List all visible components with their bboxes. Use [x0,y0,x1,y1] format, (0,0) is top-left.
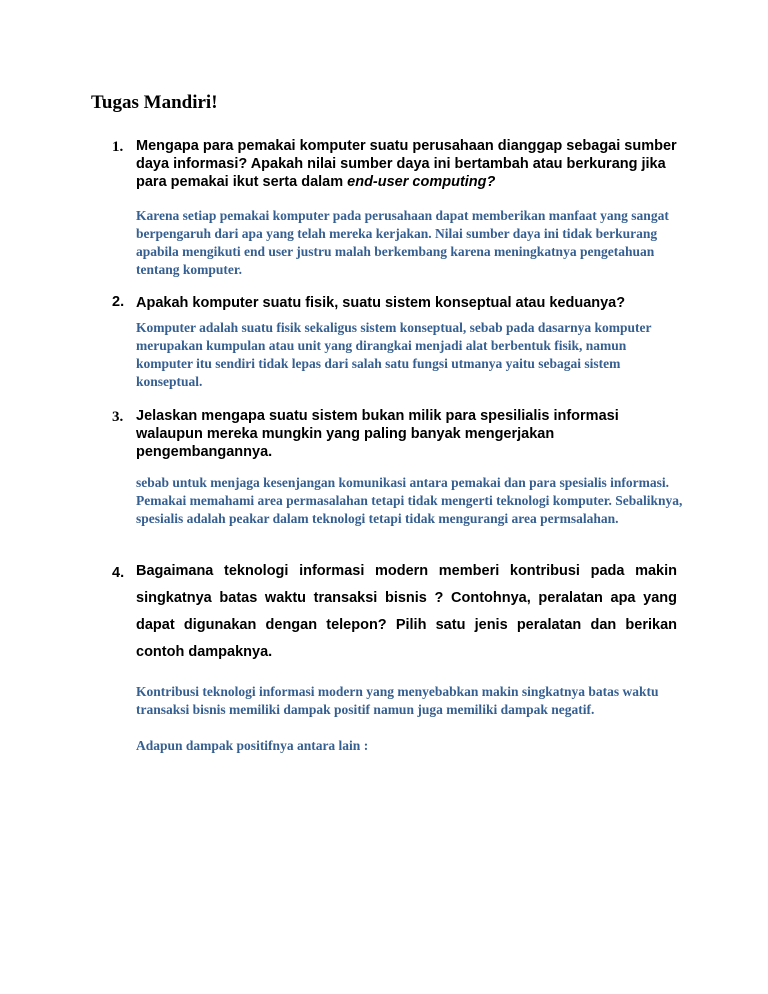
page-title: Tugas Mandiri! [91,92,218,113]
answer-4: Kontribusi teknologi informasi modern yang menyebabkan makin singkatnya batas waktu transaksi bisnis memiliki dampak positif namun juga memiliki dampak negatif. [136,684,659,717]
item-number: 3. [112,409,124,425]
answer-3: sebab untuk menjaga kesenjangan komunikasi antara pemakai dan para spesialis informasi. Pemakai memahami area permasalahan tetapi tidak mengerti teknologi komputer. Sebaliknya, spesialis adalah peakar dalam teknologi tetapi tidak mengurangi area permsalahan. [136,475,683,526]
answer-1: Karena setiap pemakai komputer pada perusahaan dapat memberikan manfaat yang sangat berpengaruh dari apa yang telah mereka kerjakan. Nilai sumber daya ini tidak berkurang apabila mengikuti end user justru malah berkembang karena meningkatnya pengetahuan tentang komputer. [136,208,669,277]
question-2: Apakah komputer suatu fisik, suatu sistem konseptual atau keduanya? [136,295,626,311]
question-text: Mengapa para pemakai komputer suatu perusahaan dianggap sebagai sumber daya informasi? Apakah nilai sumber daya ini bertambah atau berkurang jika para pemakai ikut serta dalam [136,138,677,190]
answer-4-extra: Adapun dampak positifnya antara lain : [136,738,369,753]
question-italic-text: end-user computing? [347,174,496,190]
question-4: Bagaimana teknologi informasi modern memberi kontribusi pada makin singkatnya batas waktu transaksi bisnis ? Contohnya, peralatan apa yang dapat digunakan dengan telepon? Pilih satu jenis peralatan dan berikan contoh dampaknya. [136,563,677,660]
item-number: 1. [112,139,124,155]
answer-2: Komputer adalah suatu fisik sekaligus sistem konseptual, sebab pada dasarnya komputer merupakan kumpulan atau unit yang dirangkai menjadi alat berbentuk fisik, namun komputer itu sendiri tidak lepas dari salah satu fungsi utmanya yaitu sebagai sistem konseptual. [136,320,652,389]
question-1 [136,137,681,191]
question-3: Jelaskan mengapa suatu sistem bukan milik para spesilialis informasi walaupun mereka mungkin yang paling banyak mengerjakan pengembangannya. [136,408,619,460]
item-number: 2. [112,294,125,310]
item-number: 4. [112,565,125,581]
